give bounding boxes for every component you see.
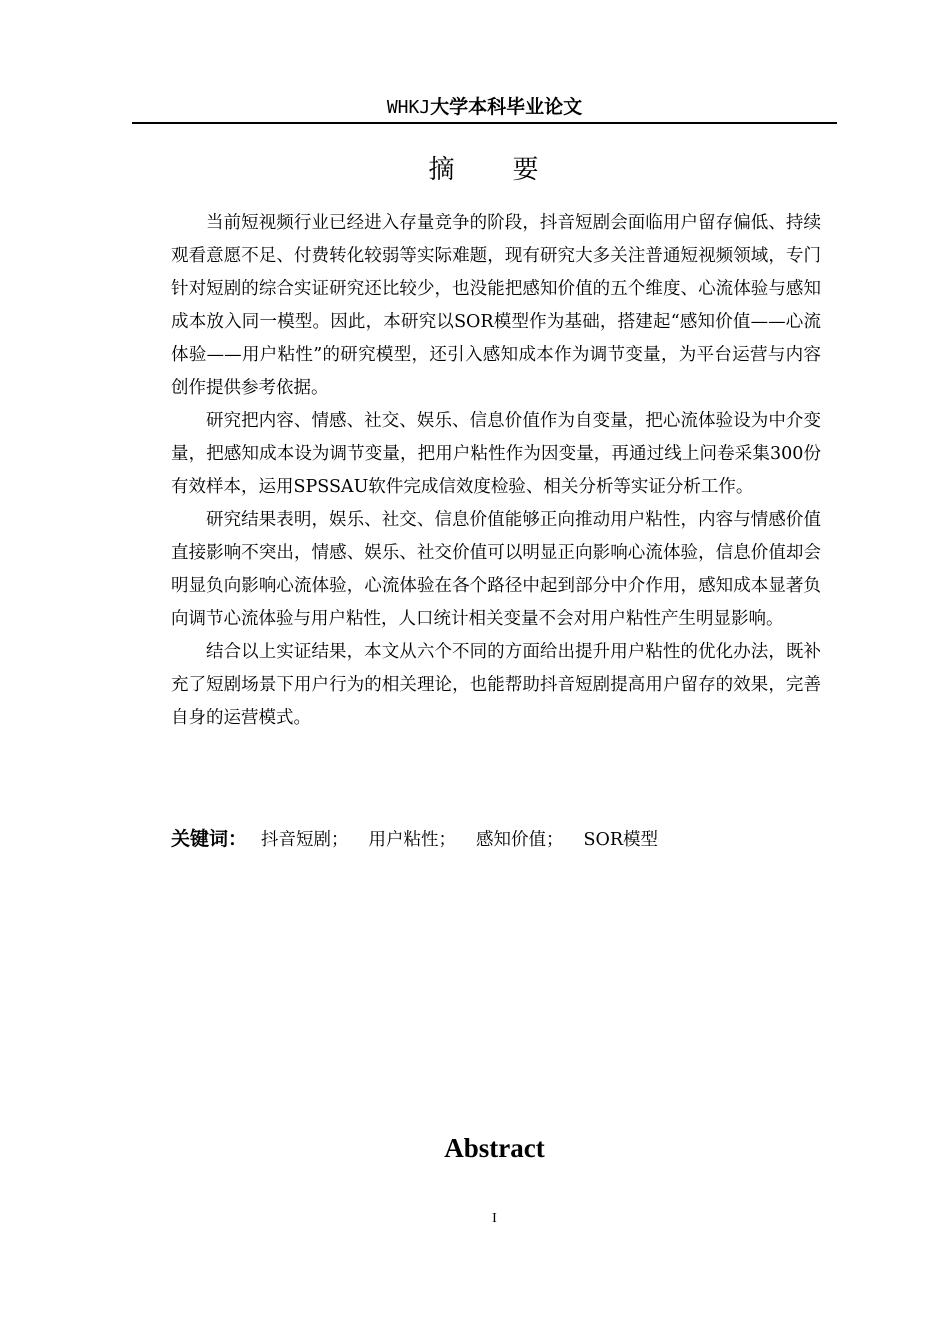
page-number: I: [492, 1211, 497, 1226]
keywords-line: [171, 823, 821, 857]
keyword-item: SOR模型: [583, 830, 659, 850]
keywords-label: 关键词：: [171, 828, 248, 850]
university-name: WHKJ: [386, 97, 431, 118]
thesis-label: 大学本科毕业论文: [430, 96, 583, 118]
keyword-item: 抖音短剧；: [261, 830, 349, 850]
abstract-paragraph-1: 当前短视频行业已经进入存量竞争的阶段，抖音短剧会面临用户留存偏低、持续观看意愿不足、付费转化较弱等实际难题，现有研究大多关注普通短视频领域，专门针对短剧的综合实证研究还比较少，也没能把感知价值的五个维度、心流体验与感知成本放入同一模型。因此，本研究以SOR模型作为基础，搭建起“感知价值——心流体验——用户粘性”的研究模型，还引入感知成本作为调节变量，为平台运营与内容创作提供参考依据。: [171, 213, 821, 398]
keyword-item: 感知价值；: [476, 830, 564, 850]
abstract-heading-cn: 摘 要: [428, 155, 541, 185]
abstract-heading-en: Abstract: [444, 1133, 545, 1163]
abstract-paragraph-2: 研究把内容、情感、社交、娱乐、信息价值作为自变量，把心流体验设为中介变量，把感知成本设为调节变量，把用户粘性作为因变量，再通过线上问卷采集300份有效样本，运用SPSSAU软件完成信效度检验、相关分析等实证分析工作。: [171, 411, 821, 497]
abstract-paragraph-3: 研究结果表明，娱乐、社交、信息价值能够正向推动用户粘性，内容与情感价值直接影响不突出，情感、娱乐、社交价值可以明显正向影响心流体验，信息价值却会明显负向影响心流体验，心流体验在各个路径中起到部分中介作用，感知成本显著负向调节心流体验与用户粘性，人口统计相关变量不会对用户粘性产生明显影响。: [171, 510, 821, 629]
abstract-paragraph-4: 结合以上实证结果，本文从六个不同的方面给出提升用户粘性的优化办法，既补充了短剧场景下用户行为的相关理论，也能帮助抖音短剧提高用户留存的效果，完善自身的运营模式。: [171, 642, 821, 728]
abstract-body: [171, 207, 821, 735]
page-header: [132, 94, 837, 124]
keyword-item: 用户粘性；: [368, 830, 457, 850]
